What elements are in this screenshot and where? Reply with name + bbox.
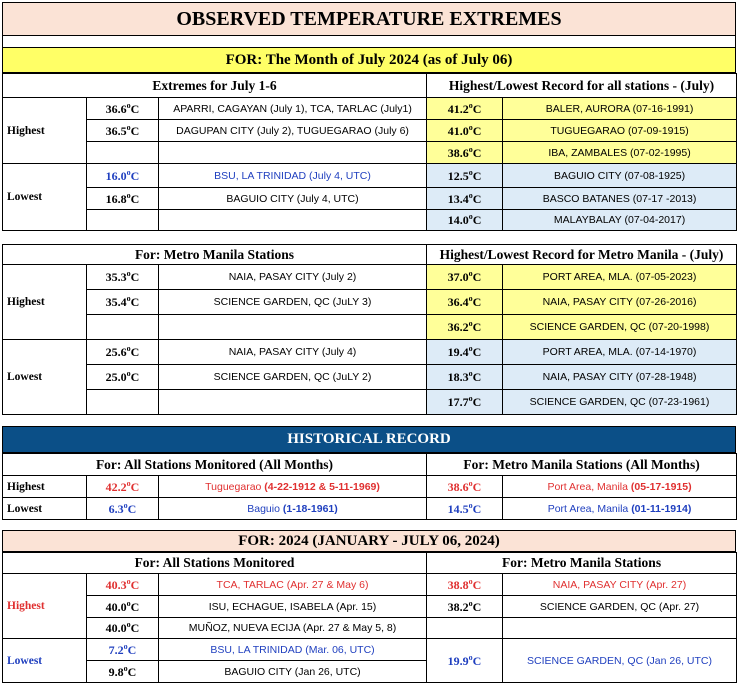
record-value: 14.5$^o$C [427, 498, 503, 520]
station-cell: NAIA, PASAY CITY (July 4) [159, 340, 427, 365]
record-value: 38.8$^o$C [427, 574, 503, 596]
temp-value: 36.5$^o$C [87, 120, 159, 142]
historical-record-title: HISTORICAL RECORD [2, 426, 736, 453]
section-header: For: Metro Manila Stations [3, 245, 427, 265]
record-station: BALER, AURORA (07-16-1991) [503, 98, 737, 120]
section-header: Extremes for July 1-6 [3, 74, 427, 98]
station-cell: NAIA, PASAY CITY (July 2) [159, 265, 427, 290]
lowest-label: Lowest [3, 340, 87, 415]
lowest-label: Lowest [3, 498, 87, 520]
spacer-row [2, 36, 736, 48]
record-value: 14.0$^o$C [427, 210, 503, 231]
record-station: BAGUIO CITY (07-08-1925) [503, 164, 737, 188]
temp-value: 25.6$^o$C [87, 340, 159, 365]
record-value: 38.6$^o$C [427, 476, 503, 498]
lowest-label: Lowest [3, 639, 87, 683]
station-cell: SCIENCE GARDEN, QC (JuLY 2) [159, 365, 427, 390]
temp-value: 16.0$^o$C [87, 164, 159, 188]
record-station: TUGUEGARAO (07-09-1915) [503, 120, 737, 142]
record-value: 36.4$^o$C [427, 290, 503, 315]
record-value: 19.9$^o$C [427, 639, 503, 683]
section-header: For: All Stations Monitored (All Months) [3, 454, 427, 476]
section-header: For: Metro Manila Stations [427, 553, 737, 574]
empty-cell [87, 142, 159, 164]
record-value: 36.2$^o$C [427, 315, 503, 340]
record-value: 17.7$^o$C [427, 390, 503, 415]
temp-value: 16.8$^o$C [87, 188, 159, 210]
empty-cell [87, 315, 159, 340]
station-cell: Baguio (1-18-1961) [159, 498, 427, 520]
record-value: 41.0$^o$C [427, 120, 503, 142]
station-cell: Tuguegarao (4-22-1912 & 5-11-1969) [159, 476, 427, 498]
historical-record-table [2, 453, 737, 520]
section-header: Highest/Lowest Record for all stations - (July) [427, 74, 737, 98]
highest-label: Highest [3, 476, 87, 498]
record-station: NAIA, PASAY CITY (Apr. 27) [503, 574, 737, 596]
section-header: Highest/Lowest Record for Metro Manila - (July) [427, 245, 737, 265]
metro-manila-july-table [2, 244, 737, 415]
record-value: 19.4$^o$C [427, 340, 503, 365]
page-title: OBSERVED TEMPERATURE EXTREMES [2, 2, 736, 36]
record-station: SCIENCE GARDEN, QC (07-20-1998) [503, 315, 737, 340]
record-station: SCIENCE GARDEN, QC (Apr. 27) [503, 596, 737, 618]
empty-cell [159, 142, 427, 164]
highest-label: Highest [3, 574, 87, 639]
record-value: 13.4$^o$C [427, 188, 503, 210]
station-cell: TCA, TARLAC (Apr. 27 & May 6) [159, 574, 427, 596]
year-2024-table [2, 552, 737, 683]
record-value: 41.2$^o$C [427, 98, 503, 120]
record-station: IBA, ZAMBALES (07-02-1995) [503, 142, 737, 164]
station-cell: DAGUPAN CITY (July 2), TUGUEGARAO (July 6) [159, 120, 427, 142]
station-cell: BAGUIO CITY (Jan 26, UTC) [159, 661, 427, 683]
station-cell: BSU, LA TRINIDAD (July 4, UTC) [159, 164, 427, 188]
section-header: For: All Stations Monitored [3, 553, 427, 574]
record-station: PORT AREA, MLA. (07-05-2023) [503, 265, 737, 290]
temp-value: 40.0$^o$C [87, 618, 159, 639]
empty-cell [159, 390, 427, 415]
station-cell: APARRI, CAGAYAN (July 1), TCA, TARLAC (July1) [159, 98, 427, 120]
station-cell: BAGUIO CITY (July 4, UTC) [159, 188, 427, 210]
temp-value: 25.0$^o$C [87, 365, 159, 390]
empty-cell [87, 390, 159, 415]
station-cell: MUÑOZ, NUEVA ECIJA (Apr. 27 & May 5, 8) [159, 618, 427, 639]
temp-value: 40.0$^o$C [87, 596, 159, 618]
temp-value: 36.6$^o$C [87, 98, 159, 120]
record-value: 18.3$^o$C [427, 365, 503, 390]
record-station: PORT AREA, MLA. (07-14-1970) [503, 340, 737, 365]
empty-cell [427, 618, 503, 639]
record-station: NAIA, PASAY CITY (07-26-2016) [503, 290, 737, 315]
temp-value: 35.4$^o$C [87, 290, 159, 315]
temp-value: 42.2$^o$C [87, 476, 159, 498]
empty-cell [159, 210, 427, 231]
record-value: 38.2$^o$C [427, 596, 503, 618]
lowest-label: Lowest [3, 164, 87, 231]
record-value: 37.0$^o$C [427, 265, 503, 290]
station-cell: ISU, ECHAGUE, ISABELA (Apr. 15) [159, 596, 427, 618]
empty-cell [159, 315, 427, 340]
july-extremes-table [2, 73, 737, 231]
record-station: SCIENCE GARDEN, QC (07-23-1961) [503, 390, 737, 415]
temp-value: 35.3$^o$C [87, 265, 159, 290]
temp-value: 7.2$^o$C [87, 639, 159, 661]
empty-cell [503, 618, 737, 639]
record-station: MALAYBALAY (07-04-2017) [503, 210, 737, 231]
year-2024-title: FOR: 2024 (JANUARY - JULY 06, 2024) [2, 530, 736, 552]
temp-value: 40.3$^o$C [87, 574, 159, 596]
station-cell: SCIENCE GARDEN, QC (JuLY 3) [159, 290, 427, 315]
temp-value: 6.3$^o$C [87, 498, 159, 520]
highest-label: Highest [3, 98, 87, 164]
month-banner: FOR: The Month of July 2024 (as of July 06) [2, 48, 736, 73]
empty-cell [87, 210, 159, 231]
record-station: SCIENCE GARDEN, QC (Jan 26, UTC) [503, 639, 737, 683]
record-station: Port Area, Manila (05-17-1915) [503, 476, 737, 498]
record-station: BASCO BATANES (07-17 -2013) [503, 188, 737, 210]
record-station: Port Area, Manila (01-11-1914) [503, 498, 737, 520]
record-station: NAIA, PASAY CITY (07-28-1948) [503, 365, 737, 390]
section-header: For: Metro Manila Stations (All Months) [427, 454, 737, 476]
record-value: 12.5$^o$C [427, 164, 503, 188]
highest-label: Highest [3, 265, 87, 340]
record-value: 38.6$^o$C [427, 142, 503, 164]
station-cell: BSU, LA TRINIDAD (Mar. 06, UTC) [159, 639, 427, 661]
temp-value: 9.8$^o$C [87, 661, 159, 683]
